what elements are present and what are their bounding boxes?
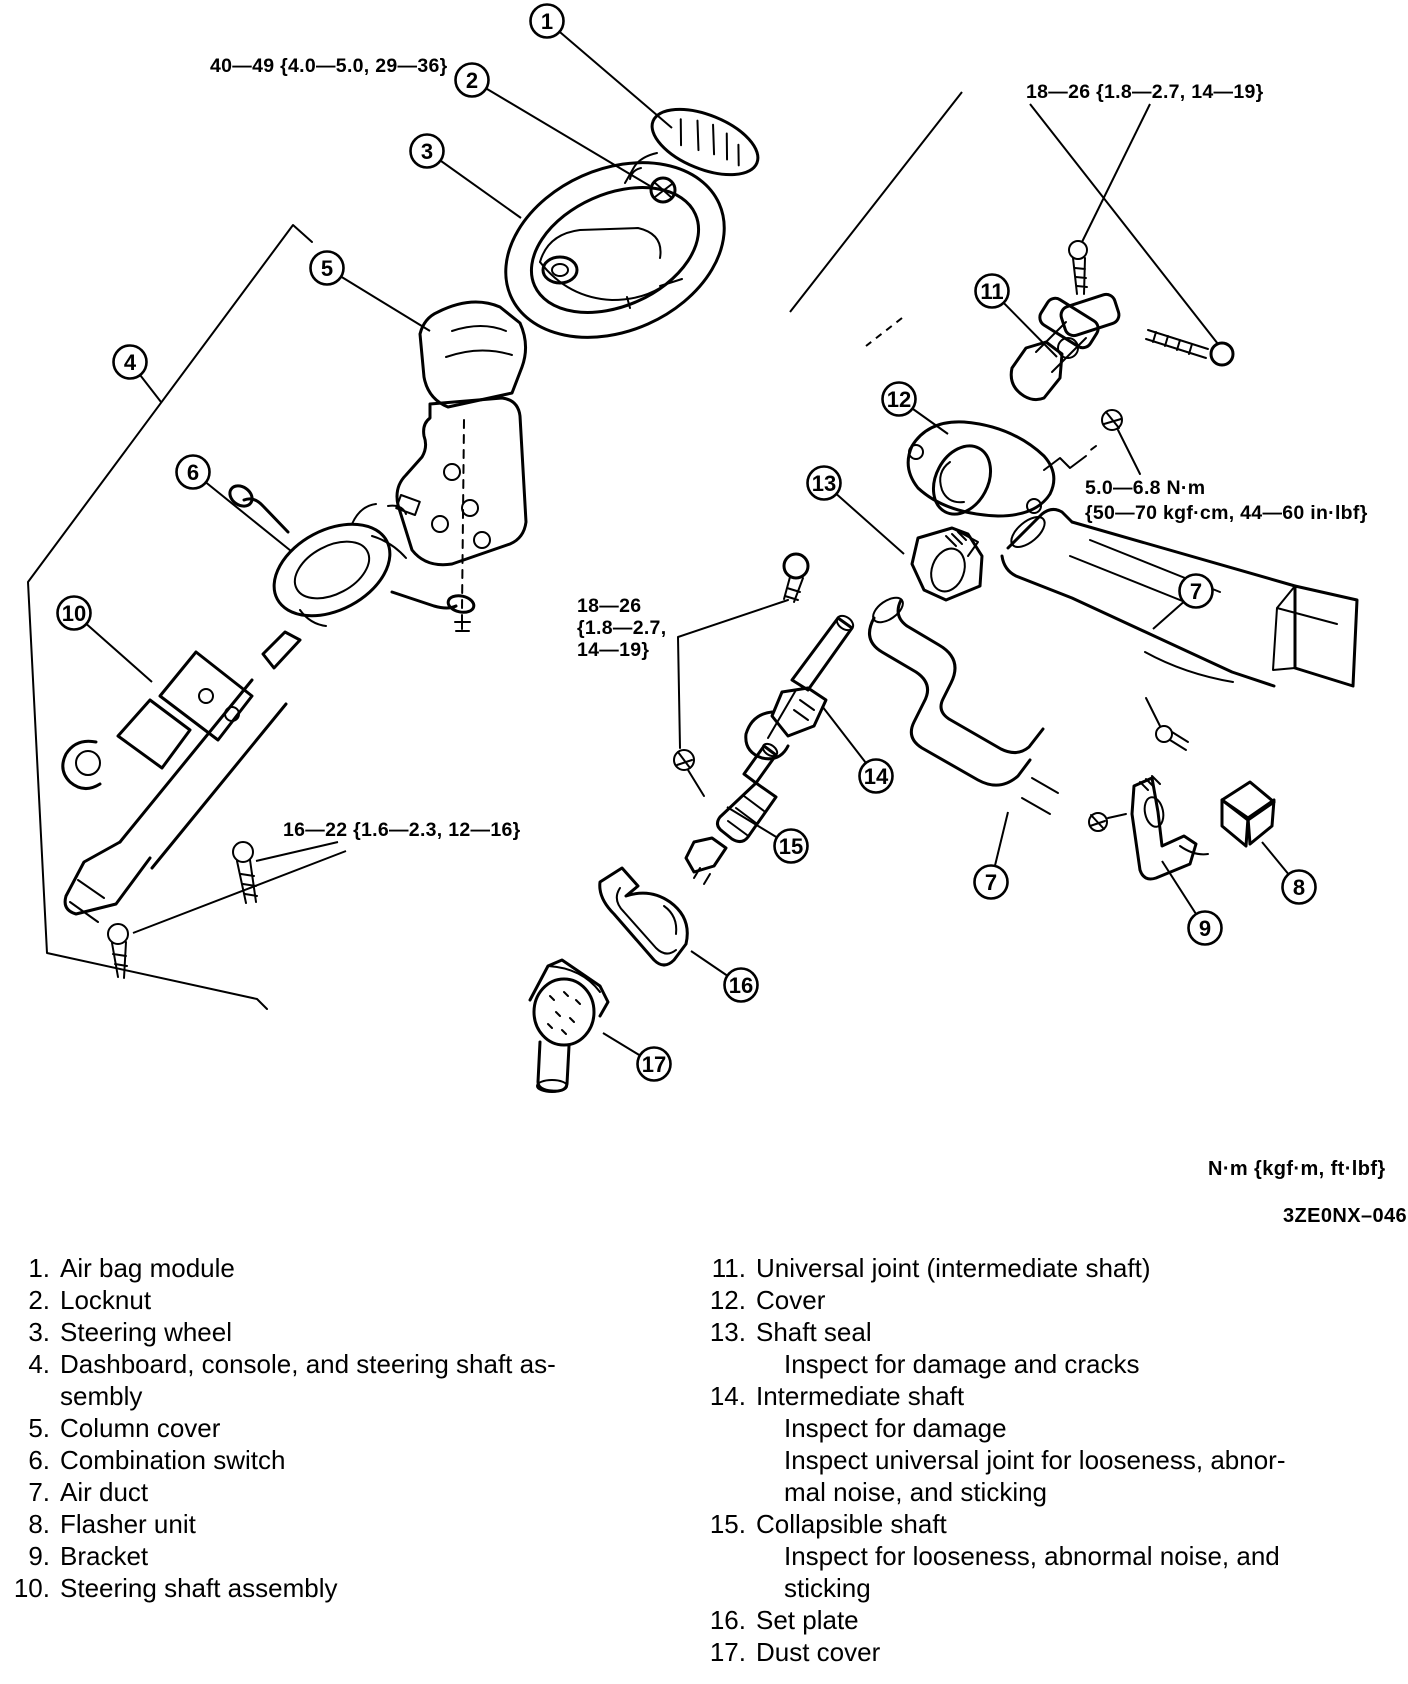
parts-list-item-name: Air bag module: [60, 1253, 235, 1283]
parts-list-item: [6, 1252, 686, 1284]
parts-list-item-note: Inspect for damage: [784, 1413, 1007, 1443]
dust-cover-drawing: [530, 960, 608, 1092]
parts-list-item-number: 3.: [28, 1317, 50, 1347]
parts-list-item-note: Inspect for damage and cracks: [784, 1349, 1140, 1379]
parts-list-item: [6, 1348, 686, 1412]
combination-switch-drawing: [226, 482, 475, 635]
parts-list-item-name: Combination switch: [60, 1445, 286, 1475]
parts-list-item: [6, 1508, 686, 1540]
intermediate-shaft-drawing: [746, 613, 856, 759]
callout-number: 6: [186, 460, 200, 485]
callout-numbers: [58, 5, 1316, 1081]
parts-list-item-name: Intermediate shaft: [756, 1381, 965, 1411]
parts-list-item-note: mal noise, and sticking: [784, 1477, 1048, 1507]
callout-leader-line: [327, 268, 430, 331]
callout-11: [976, 275, 1009, 308]
air-duct-upper-drawing: [1002, 509, 1357, 750]
parts-list-item-name: Air duct: [60, 1477, 149, 1507]
parts-list-item-name: Steering wheel: [60, 1317, 232, 1347]
callout-number: 15: [778, 834, 804, 859]
steering-shaft-assembly-drawing: [63, 632, 300, 978]
callout-leader-line: [193, 472, 291, 551]
parts-list-item: [702, 1316, 1402, 1380]
torque-cover-nut: 5.0—6.8 N·m {50—70 kgf·cm, 44—60 in·lbf}: [1085, 477, 1368, 524]
callout-number: 8: [1292, 875, 1306, 900]
figure-code: 3ZE0NX–046: [1283, 1205, 1408, 1227]
callout-number: 16: [728, 973, 754, 998]
torque-column-bolts: 16—22 {1.6—2.3, 12—16}: [283, 819, 521, 841]
parts-list-item-name: Bracket: [60, 1541, 149, 1571]
parts-list-item-number: 15.: [709, 1509, 746, 1539]
parts-list-item-number: 1.: [28, 1253, 50, 1283]
callout-number: 7: [1189, 579, 1203, 604]
callout-number: 1: [540, 9, 554, 34]
callout-number: 10: [61, 601, 87, 626]
parts-list-item-name: Flasher unit: [60, 1509, 196, 1539]
callout-3: [411, 135, 444, 168]
parts-list-item-name: Collapsible shaft: [756, 1509, 947, 1539]
callout-7: [975, 866, 1008, 899]
parts-list-item-name: sembly: [60, 1381, 143, 1411]
bracket-drawing: [1089, 776, 1208, 879]
callout-7: [1180, 575, 1213, 608]
parts-list-item-number: 16.: [709, 1605, 746, 1635]
parts-list-item: [6, 1444, 686, 1476]
parts-list-item-name: Dashboard, console, and steering shaft as-: [60, 1349, 556, 1379]
parts-list-right-column: [702, 1252, 1402, 1668]
parts-list-item: [6, 1476, 686, 1508]
parts-list-item-number: 4.: [28, 1349, 50, 1379]
callout-2: [456, 64, 489, 97]
parts-list-item-name: Column cover: [60, 1413, 221, 1443]
parts-list-item: [702, 1508, 1402, 1604]
parts-list-item: [6, 1572, 686, 1604]
callout-number: 4: [123, 350, 137, 375]
torque-notes: [210, 55, 1368, 841]
callout-number: 11: [980, 279, 1004, 304]
collapsible-shaft-drawing: [686, 741, 779, 884]
parts-list-item-note: sticking: [784, 1573, 871, 1603]
flasher-unit-drawing: [1222, 782, 1274, 846]
parts-list-item-name: Universal joint (intermediate shaft): [756, 1253, 1151, 1283]
torque-universal-joint-upper: 18—26 {1.8—2.7, 14—19}: [1026, 81, 1264, 103]
parts-list-item-note: Inspect for looseness, abnormal noise, and: [784, 1541, 1280, 1571]
parts-list-item: [702, 1252, 1402, 1284]
callout-15: [775, 830, 808, 863]
parts-list-item: [702, 1636, 1402, 1668]
parts-list-item: [6, 1284, 686, 1316]
parts-list-item-note: Inspect universal joint for looseness, abnor-: [784, 1445, 1286, 1475]
parts-list-item-name: Shaft seal: [756, 1317, 872, 1347]
callout-16: [725, 969, 758, 1002]
air-duct-lower-drawing: [869, 593, 1058, 814]
parts-list-item-number: 2.: [28, 1285, 50, 1315]
torque-universal-joint-leader-lines: [790, 92, 1218, 346]
parts-list-item-name: Locknut: [60, 1285, 152, 1315]
callout-number: 13: [811, 471, 837, 496]
parts-list-item-name: Dust cover: [756, 1637, 881, 1667]
callout-6: [177, 456, 210, 489]
callout-13: [808, 467, 841, 500]
intermediate-shaft-bolt-drawing: [674, 554, 808, 796]
parts-list-item-number: 10.: [13, 1573, 50, 1603]
column-cover-drawing: [397, 302, 526, 631]
callout-4: [114, 346, 147, 379]
callout-8: [1283, 871, 1316, 904]
callout-leader-line: [472, 80, 650, 186]
callout-5: [311, 252, 344, 285]
parts-list-item-name: Cover: [756, 1285, 826, 1315]
callout-1: [531, 5, 564, 38]
shaft-seal-drawing: [912, 528, 982, 600]
parts-list-item-number: 9.: [28, 1541, 50, 1571]
parts-list-item: [702, 1604, 1402, 1636]
parts-list-item-number: 6.: [28, 1445, 50, 1475]
callout-leader-lines: [74, 21, 1299, 1064]
callout-9: [1189, 912, 1222, 945]
parts-list-item: [702, 1380, 1402, 1508]
parts-list-item-number: 14.: [709, 1381, 746, 1411]
callout-10: [58, 597, 91, 630]
torque-column-leader-lines: [133, 842, 346, 933]
parts-list-item-number: 5.: [28, 1413, 50, 1443]
callout-12: [883, 383, 916, 416]
callout-number: 5: [320, 256, 334, 281]
parts-list-item-number: 13.: [709, 1317, 746, 1347]
units-note: N·m {kgf·m, ft·lbf}: [1208, 1158, 1386, 1180]
parts-list-item-number: 11.: [711, 1253, 746, 1283]
callout-number: 3: [420, 139, 434, 164]
callout-number: 17: [641, 1052, 667, 1077]
callout-number: 12: [886, 387, 912, 412]
parts-list-item-name: Set plate: [756, 1605, 859, 1635]
parts-list-left-column: [6, 1252, 686, 1604]
torque-intermediate-shaft-bolt: 18—26 {1.8—2.7, 14—19}: [577, 595, 667, 661]
callout-number: 9: [1198, 916, 1212, 941]
parts-list-item-name: Steering shaft assembly: [60, 1573, 338, 1603]
callout-number: 7: [984, 870, 998, 895]
parts-list-item: [6, 1540, 686, 1572]
parts-list-item-number: 17.: [709, 1637, 746, 1667]
callout-number: 14: [863, 764, 889, 789]
parts-list-item: [6, 1316, 686, 1348]
callout-leader-line: [547, 21, 672, 128]
parts-list-item: [702, 1284, 1402, 1316]
callout-17: [638, 1048, 671, 1081]
parts-list-item-number: 8.: [28, 1509, 50, 1539]
torque-airbag-bolts: 40—49 {4.0—5.0, 29—36}: [210, 55, 448, 77]
callout-14: [860, 760, 893, 793]
parts-list-item-number: 7.: [28, 1477, 50, 1507]
callout-number: 2: [465, 68, 479, 93]
parts-list-item-number: 12.: [709, 1285, 746, 1315]
set-plate-drawing: [600, 868, 688, 965]
parts-list-item: [6, 1412, 686, 1444]
